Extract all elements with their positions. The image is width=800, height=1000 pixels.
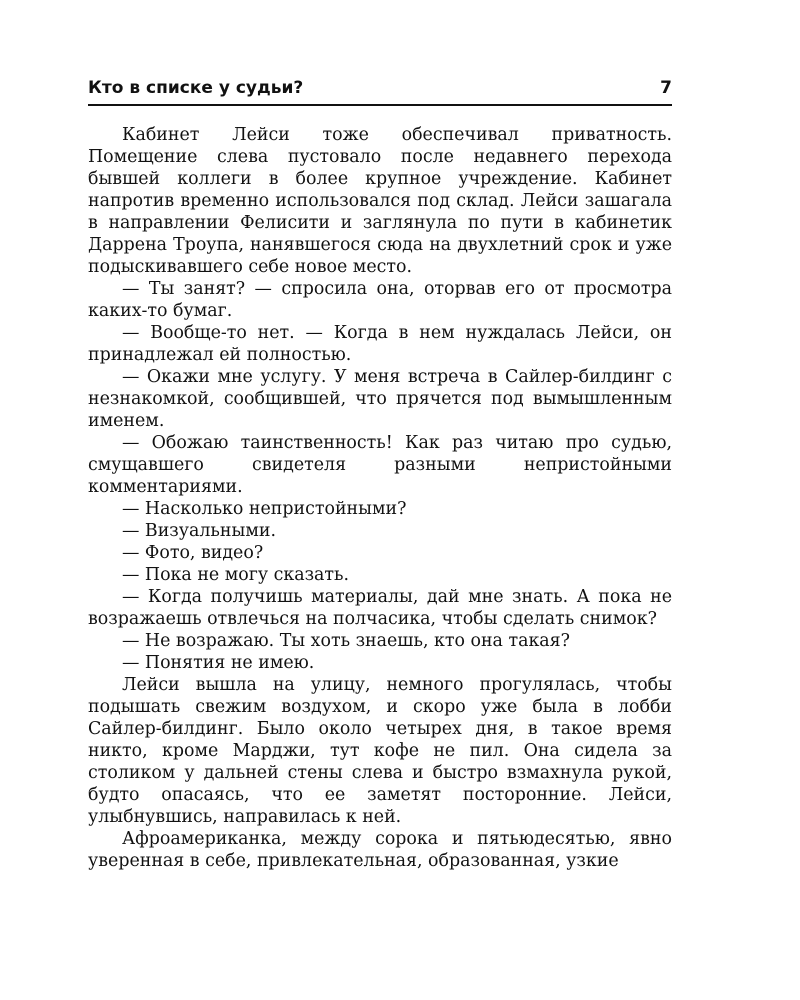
page-number: 7 <box>660 78 672 98</box>
paragraph: — Не возражаю. Ты хоть знаешь, кто она такая? <box>122 631 570 651</box>
paragraph: — Пока не могу сказать. <box>122 565 350 585</box>
paragraph: — Ты занят? — спросила она, оторвав его от просмотра каких-то бумаг. <box>88 279 672 321</box>
running-title: Кто в списке у судьи? <box>88 78 304 98</box>
paragraph: — Окажи мне услугу. У меня встреча в Сайлер-билдинг с незнакомкой, сообщившей, что прячется под вымышленным именем. <box>88 367 672 431</box>
paragraph: Лейси вышла на улицу, немного прогулялась, чтобы подышать свежим воздухом, и скоро уже была в лобби Сайлер-билдинг. Было около четырех дня, в такое время никто, кроме Марджи, тут кофе не пил. Она сидела за столиком у дальней стены слева и быстро взмахнула рукой, будто опасаясь, что ее заметят посторонние. Лейси, улыбнувшись, направилась к ней. <box>88 675 672 827</box>
paragraph: — Понятия не имею. <box>122 653 315 673</box>
paragraph: — Визуальными. <box>122 521 276 541</box>
paragraph: — Насколько непристойными? <box>122 499 407 519</box>
paragraph: — Вообще-то нет. — Когда в нем нуждалась Лейси, он принадлежал ей полностью. <box>88 323 672 365</box>
paragraph: — Обожаю таинственность! Как раз читаю про судью, смущавшего свидетеля разными непристойными комментариями. <box>88 433 672 497</box>
paragraph: — Фото, видео? <box>122 543 264 563</box>
paragraph: Кабинет Лейси тоже обеспечивал приватность. Помещение слева пустовало после недавнего перехода бывшей коллеги в более крупное учреждение. Кабинет напротив временно использовался под склад. Лейси зашагала в направлении Фелисити и заглянула по пути в кабинетик Даррена Троупа, нанявшегося сюда на двухлетний срок и уже подыскивавшего себе новое место. <box>88 125 672 277</box>
body-text <box>88 124 672 872</box>
book-page <box>88 78 672 872</box>
paragraph: — Когда получишь материалы, дай мне знать. А пока не возражаешь отвлечься на полчасика, чтобы сделать снимок? <box>88 587 672 629</box>
running-header <box>88 78 672 106</box>
paragraph: Афроамериканка, между сорока и пятьюдесятью, явно уверенная в себе, привлекательная, образованная, узкие <box>88 829 672 871</box>
